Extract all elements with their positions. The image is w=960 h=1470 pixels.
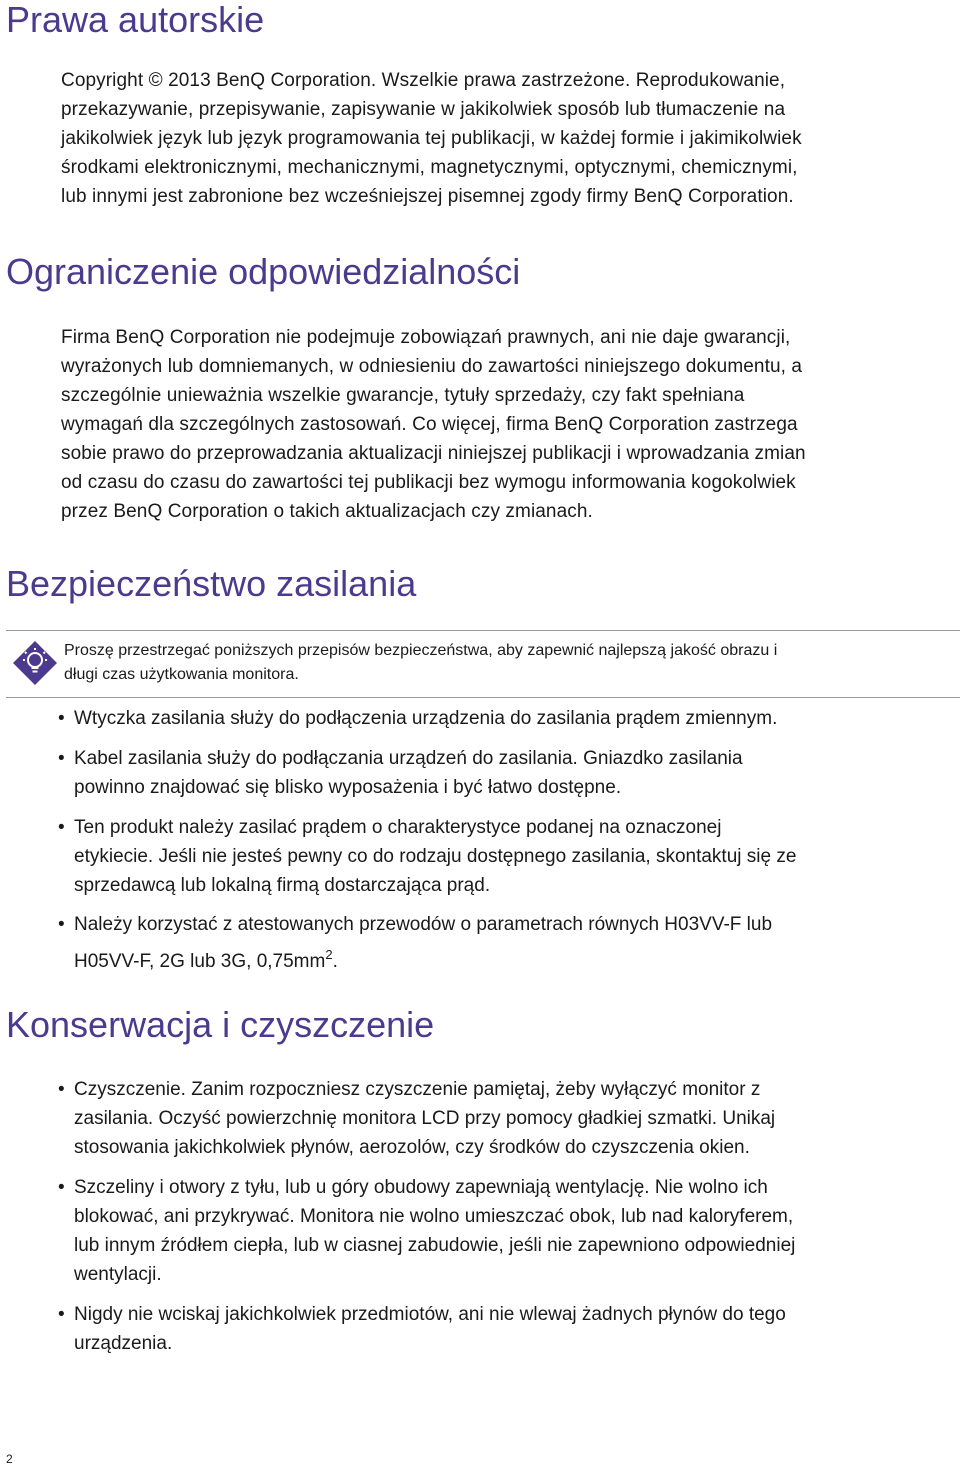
text-line: sobie prawo do przeprowadzania aktualizacji niniejszej publikacji i wprowadzania zmian <box>61 443 806 464</box>
text-line: od czasu do czasu do zawartości tej publikacji bez wymogu informowania kogokolwiek <box>61 472 796 493</box>
text-line: Należy korzystać z atestowanych przewodów o parametrach równych H03VV-F lub <box>74 914 773 935</box>
line-end: . <box>332 951 338 972</box>
superscript: 2 <box>325 947 333 962</box>
text-line: powinno znajdować się blisko wyposażenia i być łatwo dostępne. <box>74 777 622 798</box>
text-line <box>74 947 960 977</box>
text-line: sprzedawcą lub lokalną firmą dostarczająca prąd. <box>74 875 491 896</box>
bullet-glyph: • <box>58 817 65 838</box>
text-line: wentylacji. <box>74 1264 162 1285</box>
heading-disclaimer: Ograniczenie odpowiedzialności <box>6 251 521 292</box>
text-line: Kabel zasilania służy do podłączania urządzeń do zasilania. Gniazdko zasilania <box>74 748 743 769</box>
text-line: przekazywanie, przepisywanie, zapisywanie w jakikolwiek sposób lub tłumaczenie na <box>61 99 786 120</box>
text-line: etykiecie. Jeśli nie jesteś pewny co do rodzaju dostępnego zasilania, skontaktuj się ze <box>74 846 797 867</box>
disclaimer-paragraph <box>61 323 960 526</box>
note-line: długi czas użytkowania monitora. <box>64 666 299 683</box>
text-line: Copyright © 2013 BenQ Corporation. Wszelkie prawa zastrzeżone. Reprodukowanie, <box>61 70 786 91</box>
note-line: Proszę przestrzegać poniższych przepisów bezpieczeństwa, aby zapewnić najlepszą jakość obrazu i <box>64 642 778 659</box>
text-line: Nigdy nie wciskaj jakichkolwiek przedmiotów, ani nie wlewaj żadnych płynów do tego <box>74 1304 786 1325</box>
text-line: Wtyczka zasilania służy do podłączenia urządzenia do zasilania prądem zmiennym. <box>74 708 778 729</box>
cable-spec-text: H05VV-F, 2G lub 3G, 0,75mm <box>74 951 326 972</box>
text-line: urządzenia. <box>74 1333 173 1354</box>
text-line: wyrażonych lub domniemanych, w odniesieniu do zawartości niniejszego dokumentu, a <box>61 356 803 377</box>
text-line: blokować, ani przykrywać. Monitora nie wolno umieszczać obok, lub nad kaloryferem, <box>74 1206 794 1227</box>
text-line: środkami elektronicznymi, mechanicznymi, magnetycznymi, optycznymi, chemicznymi, <box>61 157 798 178</box>
text-line: jakikolwiek język lub język programowania tej publikacji, w każdej formie i jakimikolwiek <box>61 128 802 149</box>
bullet-glyph: • <box>58 1304 65 1325</box>
text-line: stosowania jakichkolwiek płynów, aerozolów, czy środków do czyszczenia okien. <box>74 1137 750 1158</box>
text-line: przez BenQ Corporation o takich aktualizacjach czy zmianach. <box>61 501 593 522</box>
bullet-glyph: • <box>58 708 65 729</box>
text-line: wymagań dla szczególnych zastosowań. Co więcej, firma BenQ Corporation zastrzega <box>61 414 798 435</box>
text-line: szczególnie unieważnia wszelkie gwarancje, tytuły sprzedaży, czy fakt spełniana <box>61 385 745 406</box>
text-line: Ten produkt należy zasilać prądem o charakterystyce podanej na oznaczonej <box>74 817 722 838</box>
bullet-glyph: • <box>58 748 65 769</box>
bullet-glyph: • <box>58 1079 65 1100</box>
text-line: lub innymi jest zabronione bez wcześniejszej pisemnej zgody firmy BenQ Corporation. <box>61 186 794 207</box>
safety-note-box <box>6 630 960 698</box>
heading-copyright: Prawa autorskie <box>6 0 265 40</box>
text-line: Firma BenQ Corporation nie podejmuje zobowiązań prawnych, ani nie daje gwarancji, <box>61 327 791 348</box>
text-line: Czyszczenie. Zanim rozpoczniesz czyszczenie pamiętaj, żeby wyłączyć monitor z <box>74 1079 761 1100</box>
text-line: zasilania. Oczyść powierzchnię monitora LCD przy pomocy gładkiej szmatki. Unikaj <box>74 1108 776 1129</box>
safety-note-text <box>64 639 954 687</box>
bullet-glyph: • <box>58 914 65 935</box>
text-line: lub innym źródłem ciepła, lub w ciasnej zabudowie, jeśli nie zapewniono odpowiedniej <box>74 1235 796 1256</box>
page-number: 2 <box>6 1452 13 1466</box>
heading-power-safety: Bezpieczeństwo zasilania <box>6 563 417 604</box>
heading-cleaning: Konserwacja i czyszczenie <box>6 1004 435 1045</box>
bullet-glyph: • <box>58 1177 65 1198</box>
text-line: Szczeliny i otwory z tyłu, lub u góry obudowy zapewniają wentylację. Nie wolno ich <box>74 1177 768 1198</box>
lightbulb-icon <box>12 640 58 686</box>
copyright-paragraph <box>61 66 960 211</box>
